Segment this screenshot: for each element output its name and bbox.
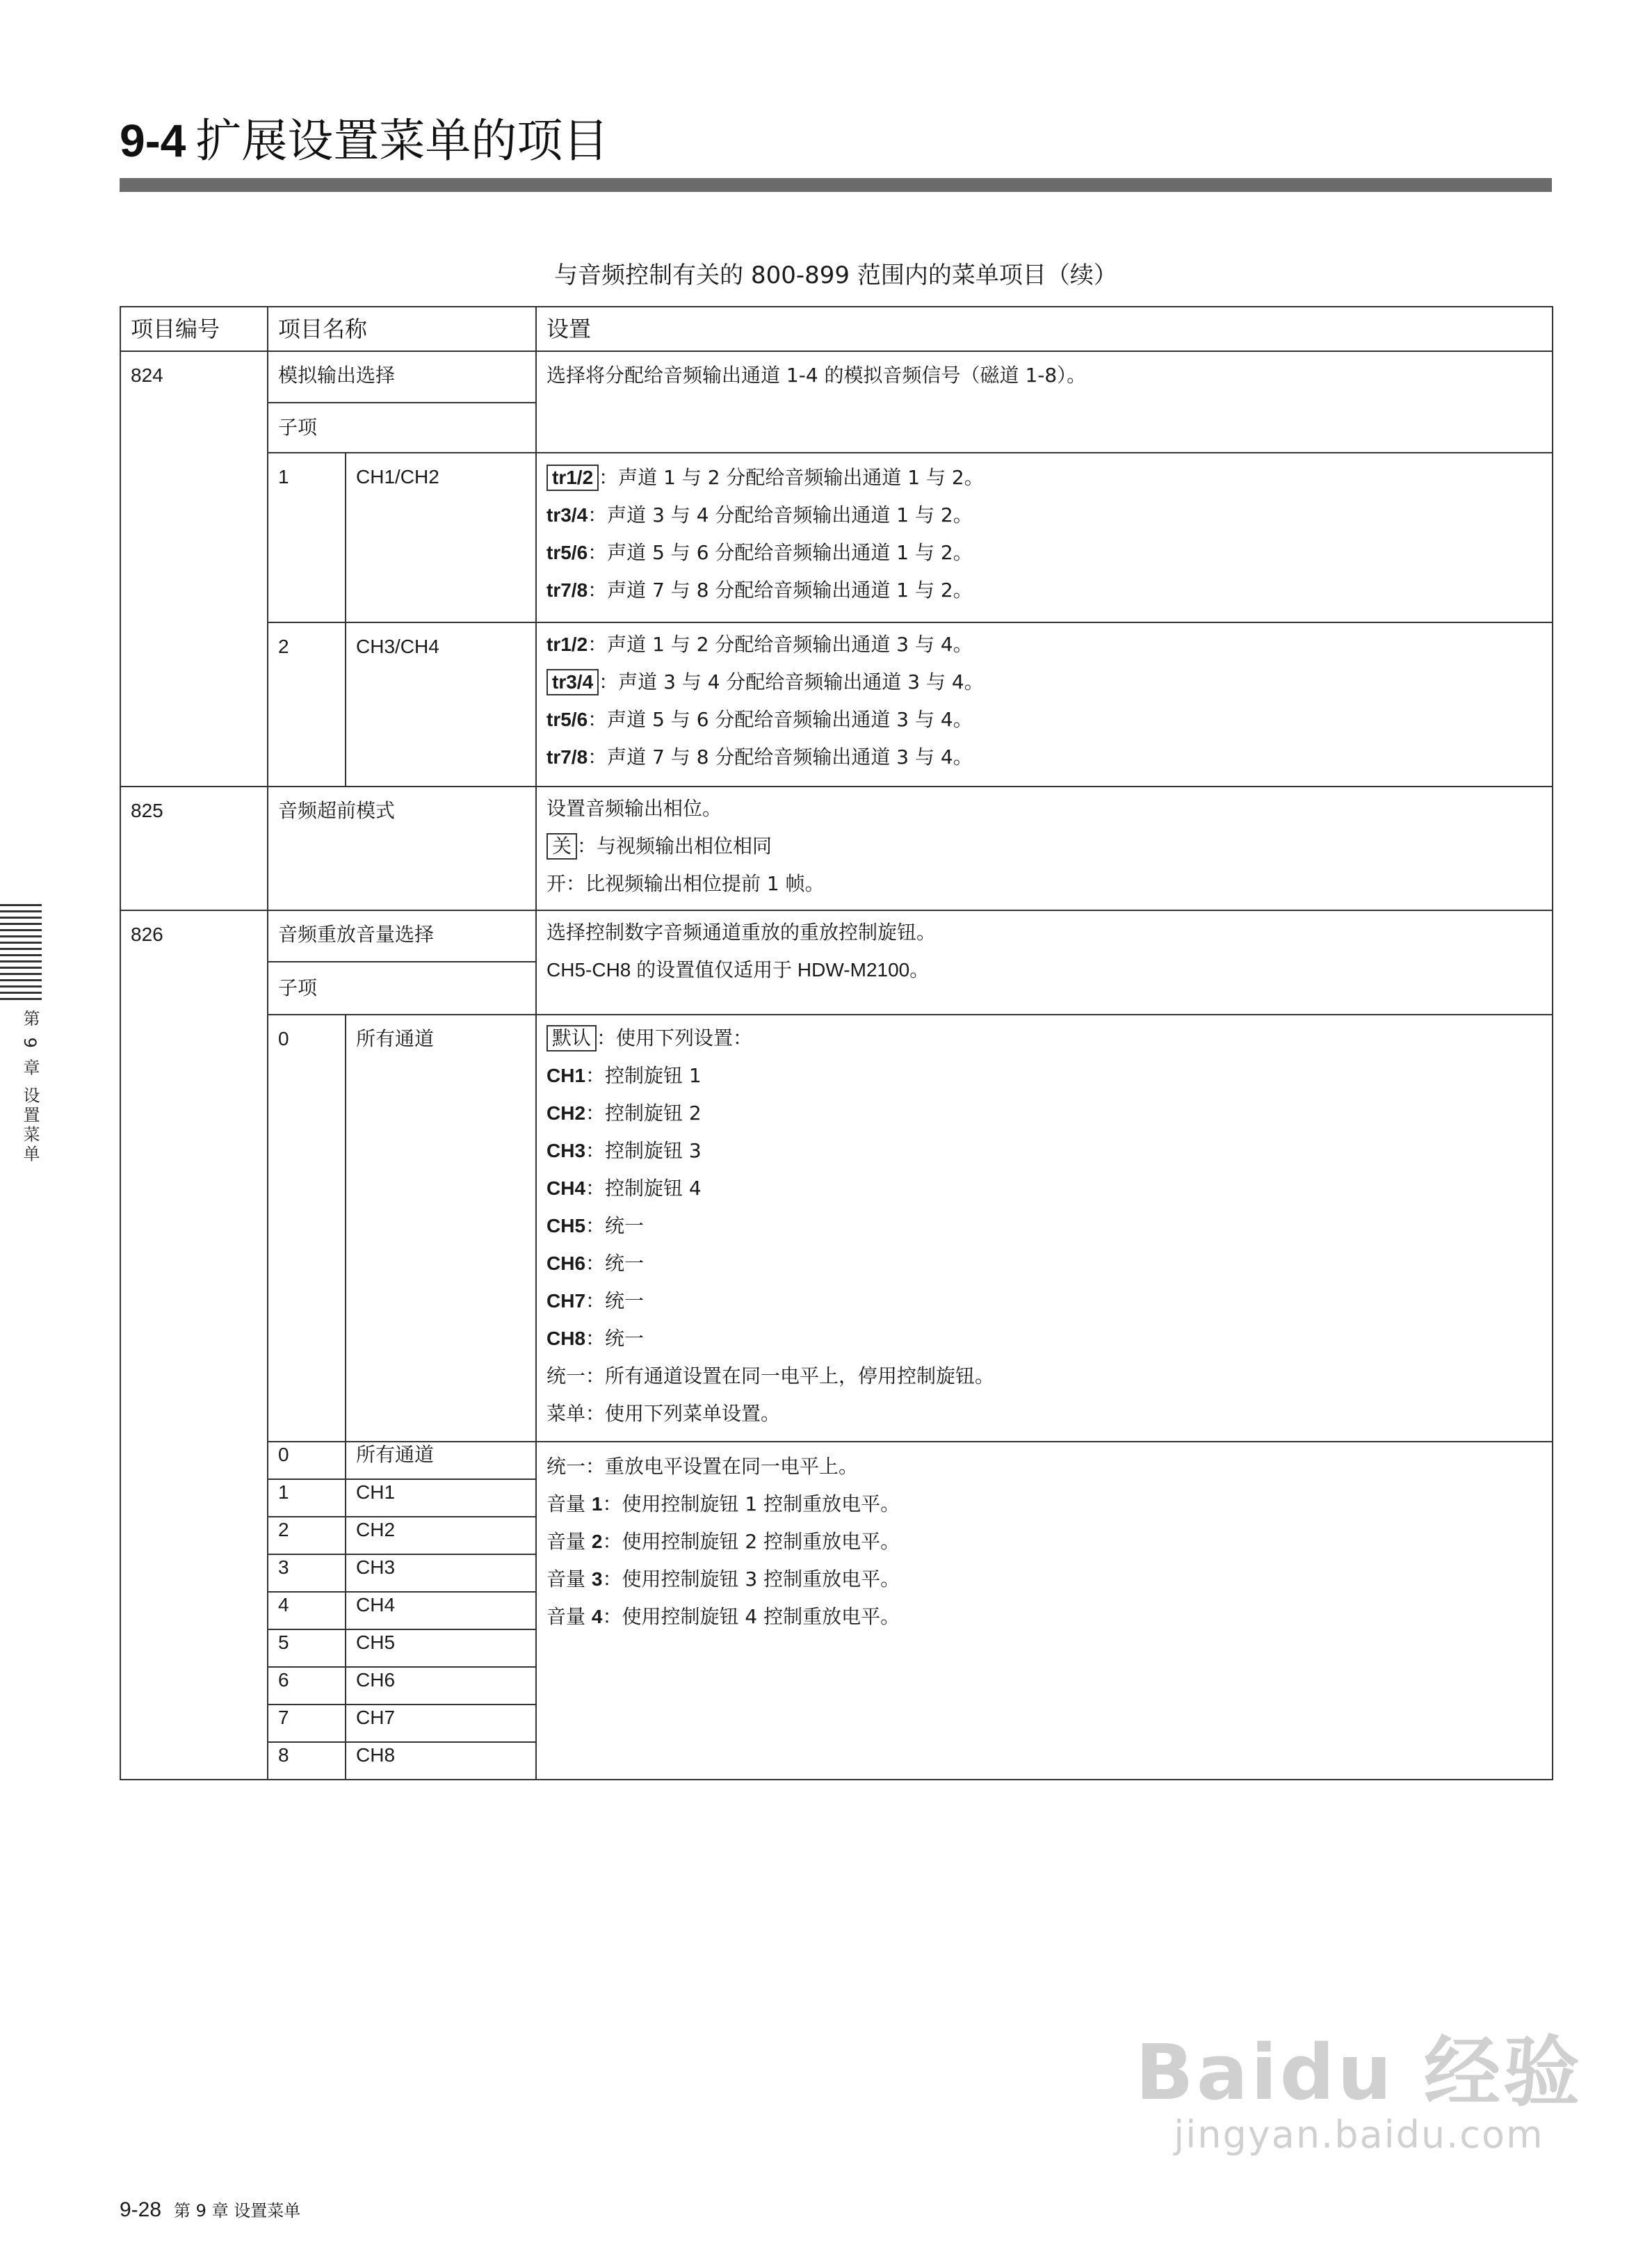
- setting-text: ：统一: [585, 1252, 645, 1275]
- setting-line: [546, 1320, 1542, 1357]
- setting-text: ：控制旋钮 3: [585, 1139, 702, 1162]
- setting-line: [546, 1282, 1542, 1320]
- channel-no: 5: [268, 1629, 346, 1667]
- setting-text: ：使用控制旋钮 1 控制重放电平。: [602, 1492, 900, 1515]
- setting-line: [546, 459, 1542, 497]
- setting-line: [546, 1170, 1542, 1207]
- setting-line: 开：比视频输出相位提前 1 帧。: [546, 872, 825, 895]
- page-number: 9-28: [120, 2198, 162, 2221]
- item-name: 音频超前模式: [268, 787, 536, 910]
- setting-line: [546, 1245, 1542, 1282]
- setting-text: ：统一: [585, 1289, 645, 1312]
- setting-key: CH4: [546, 1177, 586, 1199]
- setting-line: [546, 1020, 1542, 1057]
- default-marker: tr3/4: [546, 669, 599, 695]
- setting-key: CH7: [546, 1290, 586, 1312]
- setting-key: tr5/6: [546, 709, 588, 730]
- sub-name: CH1/CH2: [346, 453, 536, 622]
- setting-key: CH5: [546, 1215, 586, 1236]
- setting-line: [546, 1095, 1542, 1132]
- channel-no: 8: [268, 1742, 346, 1780]
- channel-no: 3: [268, 1554, 346, 1592]
- channel-no: 1: [268, 1479, 346, 1517]
- setting-text: ：声道 5 与 6 分配给音频输出通道 3 与 4。: [588, 708, 973, 731]
- setting-text: ：控制旋钮 2: [585, 1102, 702, 1125]
- setting-cell: [536, 453, 1553, 622]
- setting-line: [546, 1485, 1542, 1523]
- sub-no: 2: [268, 622, 346, 787]
- channel-name: 所有通道: [346, 1442, 536, 1479]
- col-item-no: 项目编号: [120, 307, 268, 351]
- channel-no: 2: [268, 1517, 346, 1554]
- setting-text: ：声道 7 与 8 分配给音频输出通道 1 与 2。: [588, 579, 973, 602]
- channel-name: CH8: [346, 1742, 536, 1780]
- col-item-name: 项目名称: [268, 307, 536, 351]
- setting-text: ：声道 3 与 4 分配给音频输出通道 3 与 4。: [599, 670, 984, 693]
- setting-line: [546, 1132, 1542, 1170]
- sub-no: 1: [268, 453, 346, 622]
- setting-line: [546, 663, 1542, 701]
- setting-key: CH8: [546, 1328, 586, 1349]
- setting-line: [546, 497, 1542, 534]
- setting-text: 音量: [546, 1530, 592, 1553]
- setting-text: ：声道 3 与 4 分配给音频输出通道 1 与 2。: [588, 503, 973, 526]
- default-marker: tr1/2: [546, 465, 599, 491]
- default-marker: 默认: [546, 1025, 597, 1052]
- table-caption: 与音频控制有关的 800-899 范围内的菜单项目（续）: [554, 261, 1117, 289]
- setting-key: tr3/4: [546, 504, 588, 526]
- setting-text: ：统一: [585, 1214, 645, 1237]
- item-no: 825: [120, 787, 268, 910]
- table-row: [120, 1442, 1553, 1479]
- setting-line: 设置音频输出相位。: [546, 797, 722, 820]
- setting-line: [546, 828, 1542, 865]
- setting-line: [546, 534, 1542, 572]
- col-setting: 设置: [536, 307, 1553, 351]
- item-no: 824: [120, 351, 268, 787]
- channel-no: 6: [268, 1667, 346, 1705]
- setting-text: ：控制旋钮 1: [585, 1064, 702, 1087]
- setting-key: 3: [591, 1568, 603, 1590]
- menu-table: [120, 306, 1553, 1780]
- table-row: [120, 453, 1553, 622]
- item-desc: [536, 910, 1553, 1015]
- sub-name: 所有通道: [346, 1015, 536, 1442]
- setting-key: tr1/2: [546, 634, 588, 655]
- page-footer: [120, 2198, 300, 2223]
- watermark-url: jingyan.baidu.com: [1174, 2113, 1544, 2157]
- setting-key: 4: [591, 1606, 603, 1627]
- table-row: [120, 910, 1553, 962]
- title-rule: [120, 178, 1552, 192]
- setting-text: ：使用控制旋钮 4 控制重放电平。: [602, 1605, 900, 1628]
- channel-name: CH4: [346, 1592, 536, 1629]
- setting-key: CH6: [546, 1252, 586, 1274]
- setting-line: [546, 1057, 1542, 1095]
- setting-text: ：使用控制旋钮 2 控制重放电平。: [602, 1530, 900, 1553]
- item-desc: 选择将分配给音频输出通道 1-4 的模拟音频信号（磁道 1-8）。: [536, 351, 1553, 453]
- setting-key: tr7/8: [546, 746, 588, 768]
- setting-line: [546, 1561, 1542, 1598]
- setting-line: 统一：重放电平设置在同一电平上。: [546, 1455, 859, 1478]
- sub-label: 子项: [268, 962, 536, 1015]
- setting-line: [546, 1598, 1542, 1636]
- setting-text: ：与视频输出相位相同: [577, 835, 772, 857]
- setting-text: ：声道 7 与 8 分配给音频输出通道 3 与 4。: [588, 746, 973, 768]
- watermark-brand: Baidu 经验: [1135, 2028, 1582, 2117]
- setting-line: [546, 1207, 1542, 1245]
- setting-text: ：控制旋钮 4: [585, 1177, 702, 1200]
- channel-name: CH3: [346, 1554, 536, 1592]
- table-header-row: [120, 307, 1553, 351]
- setting-key: 2: [591, 1531, 603, 1552]
- footer-chapter: 第 9 章 设置菜单: [174, 2201, 301, 2221]
- chapter-tab-label: 第 9 章 设置菜单: [20, 1010, 40, 1165]
- section-title: [120, 113, 608, 169]
- item-name: 音频重放音量选择: [268, 910, 536, 962]
- setting-line: [546, 739, 1542, 776]
- channel-name: CH2: [346, 1517, 536, 1554]
- desc-line: 选择控制数字音频通道重放的重放控制旋钮。: [546, 921, 937, 944]
- channel-setting-cell: [536, 1442, 1553, 1780]
- setting-key: CH3: [546, 1140, 586, 1161]
- setting-text: ：统一: [585, 1327, 645, 1350]
- setting-text: ：使用控制旋钮 3 控制重放电平。: [602, 1568, 900, 1590]
- channel-name: CH5: [346, 1629, 536, 1667]
- baidu-watermark: [1135, 2028, 1582, 2157]
- table-row: [120, 1015, 1553, 1442]
- chapter-tab-bars: [0, 904, 42, 1004]
- setting-line: 菜单：使用下列菜单设置。: [546, 1402, 781, 1425]
- channel-no: 7: [268, 1705, 346, 1742]
- setting-line: 统一：所有通道设置在同一电平上，停用控制旋钮。: [546, 1364, 995, 1387]
- setting-key: CH2: [546, 1102, 586, 1124]
- setting-cell: [536, 622, 1553, 787]
- sub-no: 0: [268, 1015, 346, 1442]
- setting-line: [546, 572, 1542, 609]
- setting-text: 音量: [546, 1568, 592, 1590]
- channel-no: 4: [268, 1592, 346, 1629]
- default-marker: 关: [546, 833, 577, 860]
- setting-text: ：声道 1 与 2 分配给音频输出通道 1 与 2。: [599, 466, 984, 489]
- channel-no: 0: [268, 1442, 346, 1479]
- setting-key: CH1: [546, 1065, 586, 1086]
- table-row: [120, 622, 1553, 787]
- table-row: [120, 351, 1553, 403]
- channel-name: CH6: [346, 1667, 536, 1705]
- item-name: 模拟输出选择: [268, 351, 536, 403]
- setting-line: [546, 701, 1542, 739]
- desc-line: CH5-CH8 的设置值仅适用于 HDW-M2100。: [546, 959, 930, 981]
- setting-text: 音量: [546, 1605, 592, 1628]
- sub-name: CH3/CH4: [346, 622, 536, 787]
- setting-key: 1: [591, 1493, 603, 1515]
- setting-key: tr5/6: [546, 542, 588, 563]
- item-no: 826: [120, 910, 268, 1780]
- setting-text: ：声道 1 与 2 分配给音频输出通道 3 与 4。: [588, 633, 973, 656]
- setting-text: ：声道 5 与 6 分配给音频输出通道 1 与 2。: [588, 541, 973, 564]
- setting-line: [546, 1523, 1542, 1561]
- section-number: 9-4: [120, 115, 186, 166]
- setting-line: [546, 626, 1542, 663]
- setting-text: ：使用下列设置：: [597, 1026, 753, 1049]
- setting-cell: [536, 1015, 1553, 1442]
- sub-label: 子项: [268, 403, 536, 453]
- setting-cell: [536, 787, 1553, 910]
- setting-key: tr7/8: [546, 579, 588, 601]
- channel-name: CH1: [346, 1479, 536, 1517]
- section-name: 扩展设置菜单的项目: [195, 114, 609, 168]
- channel-name: CH7: [346, 1705, 536, 1742]
- setting-text: 音量: [546, 1492, 592, 1515]
- table-row: [120, 787, 1553, 910]
